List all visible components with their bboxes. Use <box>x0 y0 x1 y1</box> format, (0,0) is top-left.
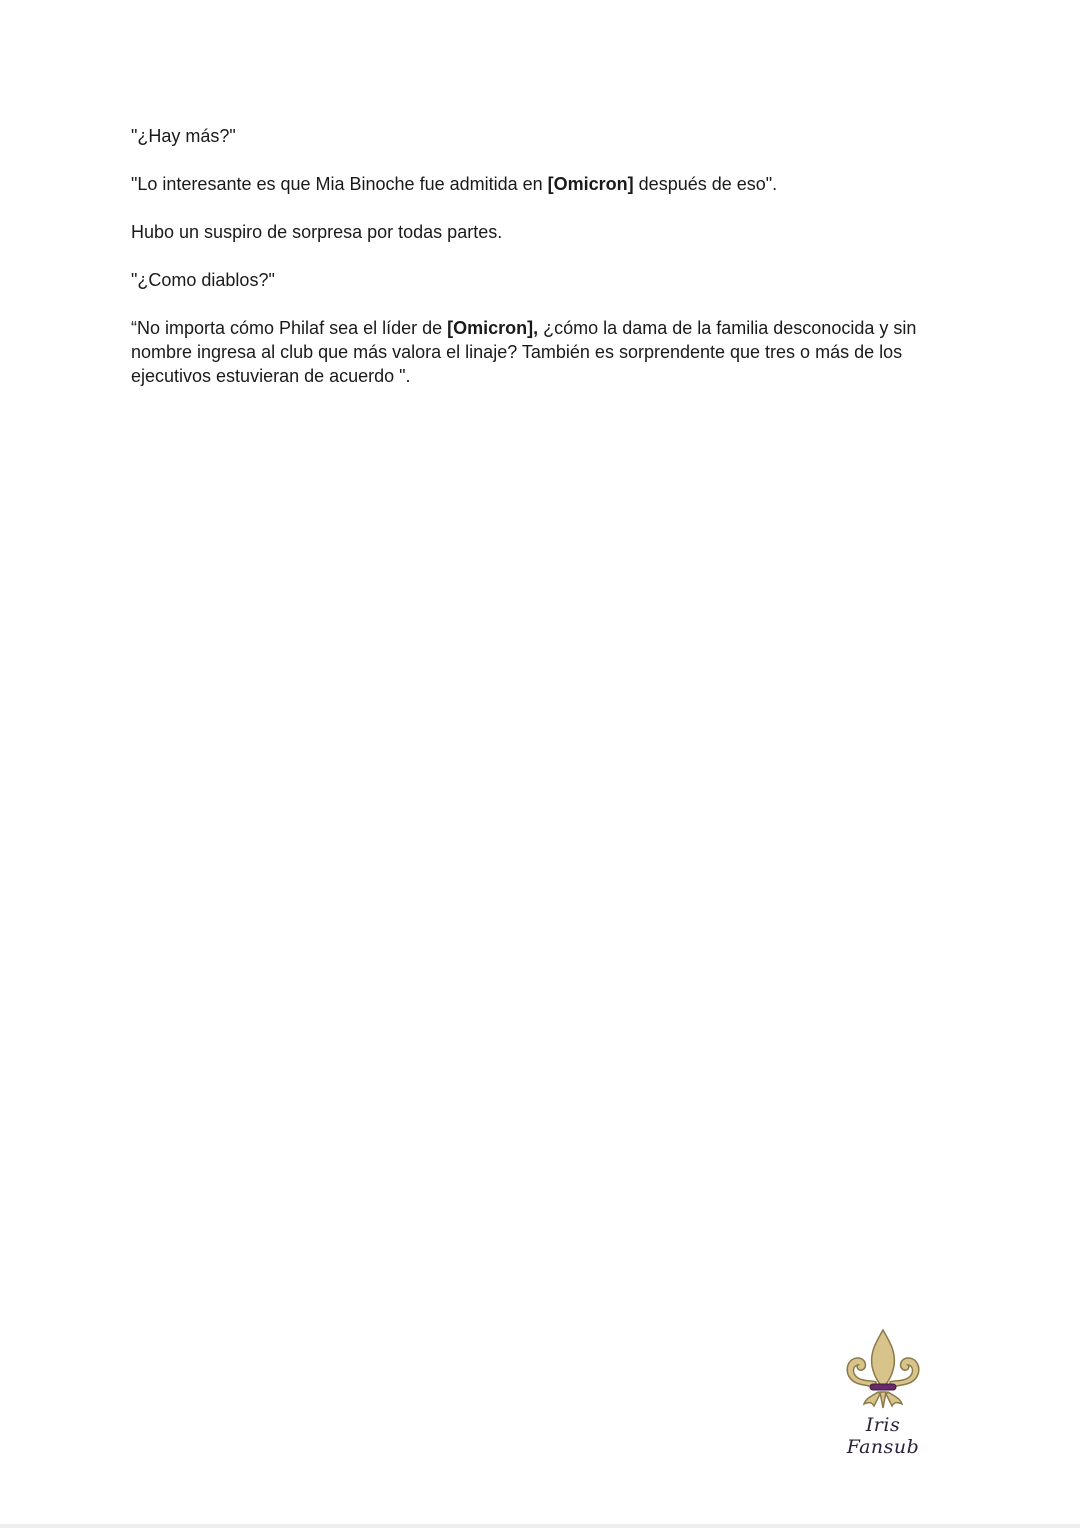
paragraph-4: "¿Como diablos?" <box>131 270 275 290</box>
logo-text: Iris Fansub <box>846 1414 920 1458</box>
iris-fansub-logo <box>828 1326 938 1458</box>
paragraph-3: Hubo un suspiro de sorpresa por todas partes. <box>131 222 503 242</box>
paragraph-5: “No importa cómo Philaf sea el líder de [Omicron], ¿cómo la dama de la familia desconocida y sin nombre ingresa al club que más valora el linaje? También es sorprendente que tres o más de los ejecutivos estuvieran de acuerdo ". <box>131 318 917 386</box>
fleur-de-lis-icon <box>836 1326 930 1412</box>
bold-term: [Omicron] <box>547 174 634 194</box>
paragraph-1: "¿Hay más?" <box>131 126 236 146</box>
bold-term: [Omicron], <box>447 318 539 338</box>
paragraph-2: "Lo interesante es que Mia Binoche fue admitida en [Omicron] después de eso". <box>131 174 778 194</box>
document-body <box>131 124 951 412</box>
page-bottom-edge <box>0 1524 1080 1528</box>
